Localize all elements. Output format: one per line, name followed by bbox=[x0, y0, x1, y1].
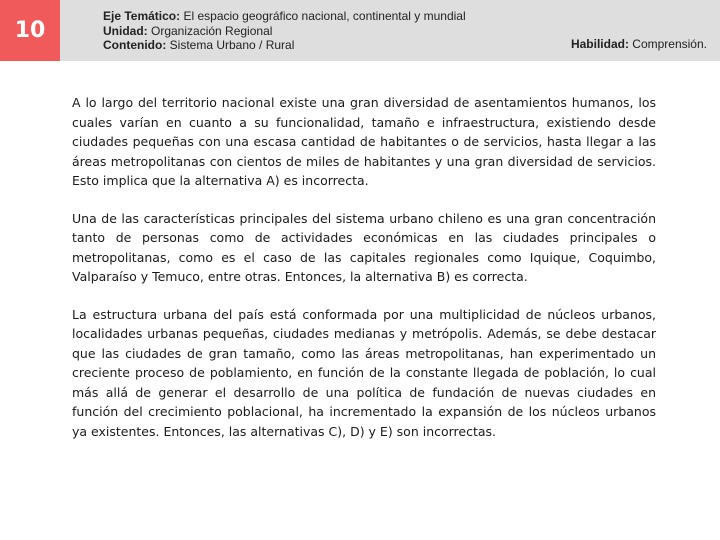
header-bar bbox=[0, 0, 720, 61]
eje-tematico bbox=[103, 9, 466, 24]
habilidad-label: Habilidad: bbox=[570, 37, 629, 51]
explanation-body bbox=[72, 93, 656, 459]
habilidad-value: Comprensión. bbox=[628, 37, 707, 51]
question-number: 10 bbox=[0, 0, 60, 61]
paragraph-3: La estructura urbana del país está conformada por una multiplicidad de núcleos urbanos, localidades urbanas pequeñas, ciudades medianas y metrópolis. Además, se debe destacar que las ciudades de gran tamaño, como las áreas metropolitanas, han experimentado un creciente proceso de poblamiento, en función de la constante llegada de población, lo cual más allá de generar el desarrollo de una política de fundación de nuevas ciudades en función del crecimiento poblacional, ha incrementado la expansión de los núcleos urbanos ya existentes. Entonces, las alternativas C), D) y E) son incorrectas. bbox=[72, 306, 656, 439]
eje-value: El espacio geográfico nacional, continental y mundial bbox=[180, 9, 466, 23]
unidad-value: Organización Regional bbox=[147, 23, 273, 38]
paragraph-1: A lo largo del territorio nacional existe una gran diversidad de asentamientos humanos, los cuales varían en cuanto a su funcionalidad, tamaño e infraestructura, existiendo desde ciudades pequeñas con una escasa cantidad de habitantes o de servicios, hasta llegar a las áreas metropolitanas con cientos de miles de habitantes y una gran diversidad de servicios. Esto implica que la alternativa A) es incorrecta. bbox=[72, 95, 656, 188]
paragraph-2: Una de las características principales del sistema urbano chileno es una gran concentración tanto de personas como de actividades económicas en las ciudades principales o metropolitanas, como es el caso de las capitales regionales como Iquique, Coquimbo, Valparaíso y Temuco, entre otras. Entonces, la alternativa B) es correcta. bbox=[72, 210, 656, 284]
unidad-label: Unidad: bbox=[103, 23, 148, 38]
contenido-value: Sistema Urbano / Rural bbox=[166, 38, 295, 52]
contenido bbox=[103, 38, 466, 53]
eje-label: Eje Temático: bbox=[103, 9, 181, 23]
habilidad bbox=[571, 37, 707, 51]
header-meta bbox=[103, 9, 466, 53]
unidad bbox=[103, 24, 466, 39]
contenido-label: Contenido: bbox=[103, 38, 167, 52]
